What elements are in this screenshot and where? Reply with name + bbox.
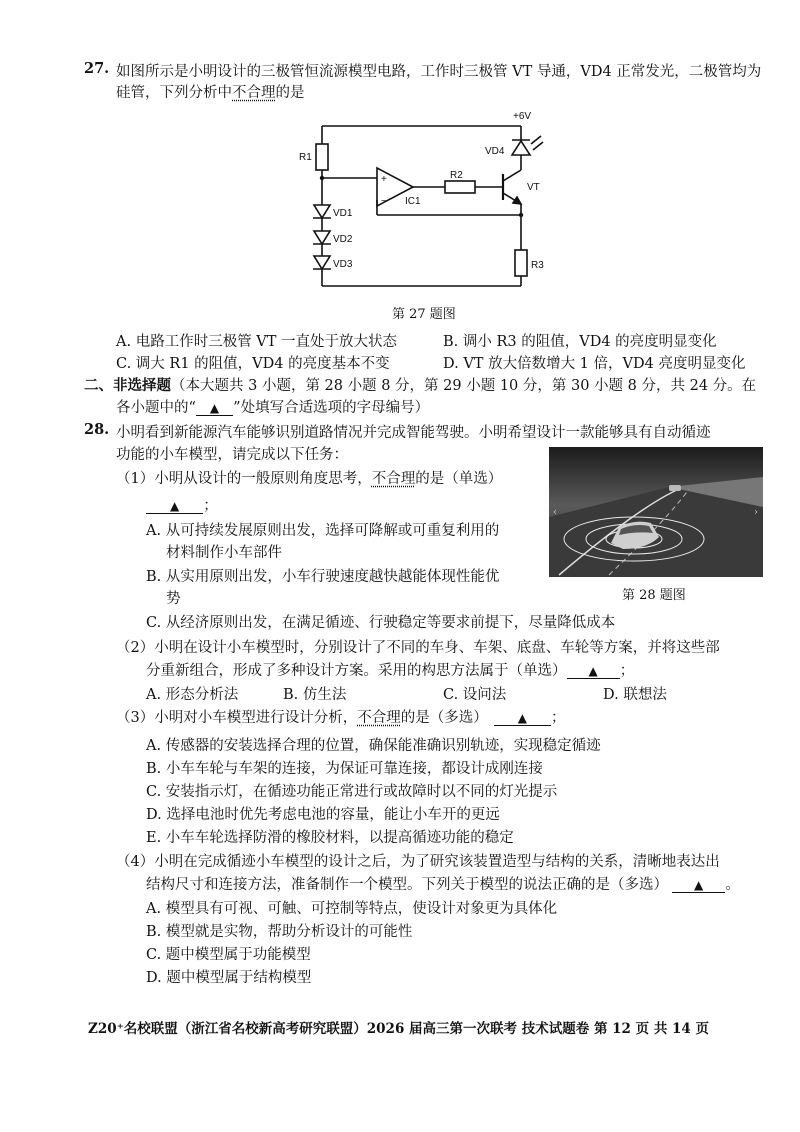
q28-p3-stem-b: 的是（多选） [400,710,488,726]
section2-desc: （本大题共 3 小题，第 28 小题 8 分，第 29 小题 10 分，第 30 小题 8 分，共 24 分。在 [171,378,757,394]
q28-p2-option-c[interactable]: C. 设问法 [443,687,507,703]
q27-number: 27. [84,60,110,77]
q27-stem-line2 [116,81,305,102]
semicolon: ； [619,663,635,679]
section2-desc-b: ”处填写合适选项的字母编号） [233,400,430,416]
label-ic1: IC1 [405,196,421,207]
q28-stem-line2: 功能的小车模型，请完成以下任务： [116,447,348,463]
q28-p1-answer-line [146,494,218,515]
q28-p4-option-b[interactable]: B. 模型就是实物，帮助分析设计的可能性 [146,924,413,940]
q28-p1-option-b1[interactable]: B. 从实用原则出发，小车行驶速度越快越能体现性能优 [146,569,500,585]
q27-option-a[interactable]: A. 电路工作时三极管 VT 一直处于放大状态 [116,334,398,350]
q28-stem-line1: 小明看到新能源汽车能够识别道路情况并完成智能驾驶。小明希望设计一款能够具有自动循迹 [116,425,711,441]
page-footer: Z20⁺名校联盟（浙江省名校新高考研究联盟）2026 届高三第一次联考 技术试题卷 第 12 页 共 14 页 [88,1021,710,1037]
q28-p4-option-a[interactable]: A. 模型具有可视、可触、可控制等特点，使设计对象更为具体化 [146,901,558,917]
label-minus: − [381,196,387,207]
label-r1: R1 [299,152,312,163]
label-plus: + [381,174,387,185]
q27-stem-line1: 如图所示是小明设计的三极管恒流源模型电路，工作时三极管 VT 导通，VD4 正常发光，二极管均为 [116,64,762,80]
answer-blank[interactable]: ▲ [672,878,725,893]
q28-p4-stem-text: 结构尺寸和连接方法，准备制作一个模型。下列关于模型的说法正确的是（多选） [146,877,668,893]
q28-p1-option-b2: 势 [166,591,181,607]
semicolon: ； [550,710,566,726]
q28-p3-option-b[interactable]: B. 小车车轮与车架的连接，为保证可靠连接，都设计成刚连接 [146,761,543,777]
label-vd1: VD1 [333,208,353,219]
q28-p3-option-a[interactable]: A. 传感器的安装选择合理的位置，确保能准确识别轨迹，实现稳定循迹 [146,738,601,754]
q27-option-b[interactable]: B. 调小 R3 的阻值，VD4 的亮度明显变化 [443,334,717,350]
q28-p1-option-c[interactable]: C. 从经济原则出发，在满足循迹、行驶稳定等要求前提下，尽量降低成本 [146,615,616,631]
q27-stem-text: 硅管，下列分析中 [116,85,232,101]
q28-p1-stem-b: 的是（单选） [415,471,503,487]
label-vd2: VD2 [333,234,353,245]
q28-p3-option-e[interactable]: E. 小车车轮选择防滑的橡胶材料，以提高循迹功能的稳定 [146,830,514,846]
q28-p2-option-a[interactable]: A. 形态分析法 [146,687,239,703]
q27-option-d[interactable]: D. VT 放大倍数增大 1 倍，VD4 亮度明显变化 [443,356,746,372]
q28-car-photo [549,447,763,577]
q28-number: 28. [84,421,110,438]
q28-p4-option-d[interactable]: D. 题中模型属于结构模型 [146,970,312,986]
q28-figure-caption: 第 28 题图 [622,588,686,603]
answer-blank: ▲ [196,401,233,416]
section2-title: 二、非选择题 [84,377,171,394]
q28-p3-option-d[interactable]: D. 选择电池时优先考虑电池的容量，能让小车开的更远 [146,807,500,823]
q28-p2-option-b[interactable]: B. 仿生法 [283,687,347,703]
answer-blank[interactable]: ▲ [494,711,551,726]
semicolon: ； [203,498,218,514]
q28-p1-option-a1[interactable]: A. 从可持续发展原则出发，选择可降解或可重复利用的 [146,523,500,539]
section2-header [84,374,756,395]
q27-figure-caption: 第 27 题图 [392,307,456,322]
label-vd3: VD3 [333,259,353,270]
q27-stem-emphasis: 不合理 [232,85,276,101]
q28-p4-option-c[interactable]: C. 题中模型属于功能模型 [146,947,311,963]
q27-stem-text-end: 的是 [275,85,305,101]
section2-desc-a: 各小题中的“ [116,400,196,416]
q28-p1-stem-a: （1）小明从设计的一般原则角度思考， [116,471,372,487]
q28-p2-stem-text: 分重新组合，形成了多种设计方案。采用的构思方法属于（单选） [146,663,567,679]
label-r3: R3 [531,260,544,271]
q28-p1-emphasis: 不合理 [371,471,416,487]
q28-p1-option-a2: 材料制作小车部件 [166,545,282,561]
label-supply: +6V [513,111,532,122]
label-vd4: VD4 [485,146,505,157]
section2-desc-line2 [116,396,429,417]
q28-p3-emphasis: 不合理 [357,710,401,726]
svg-text:›: › [754,507,758,518]
period: 。 [725,877,740,893]
label-vt: VT [527,182,540,193]
q27-option-c[interactable]: C. 调大 R1 的阻值，VD4 的亮度基本不变 [116,356,390,372]
label-r2: R2 [450,170,463,181]
q28-p2-stem-line1: （2）小明在设计小车模型时，分别设计了不同的车身、车架、底盘、车轮等方案，并将这些部 [116,640,720,656]
q28-p2-option-d[interactable]: D. 联想法 [603,687,667,703]
q28-p3-option-c[interactable]: C. 安装指示灯，在循迹功能正常进行或故障时以不同的灯光提示 [146,784,558,800]
answer-blank[interactable]: ▲ [567,664,620,679]
q28-p3-stem-a: （3）小明对小车模型进行设计分析， [116,710,358,726]
q28-p4-stem-line2 [146,873,740,894]
q28-p4-stem-line1: （4）小明在完成循迹小车模型的设计之后，为了研究该装置造型与结构的关系，清晰地表达出 [116,854,720,870]
q28-p3-stem [116,706,565,727]
q28-p2-stem-line2 [146,659,634,680]
q28-p1-stem [116,467,502,488]
answer-blank[interactable]: ▲ [146,499,203,514]
svg-text:‹: ‹ [553,507,557,518]
q27-circuit-diagram [295,110,565,300]
